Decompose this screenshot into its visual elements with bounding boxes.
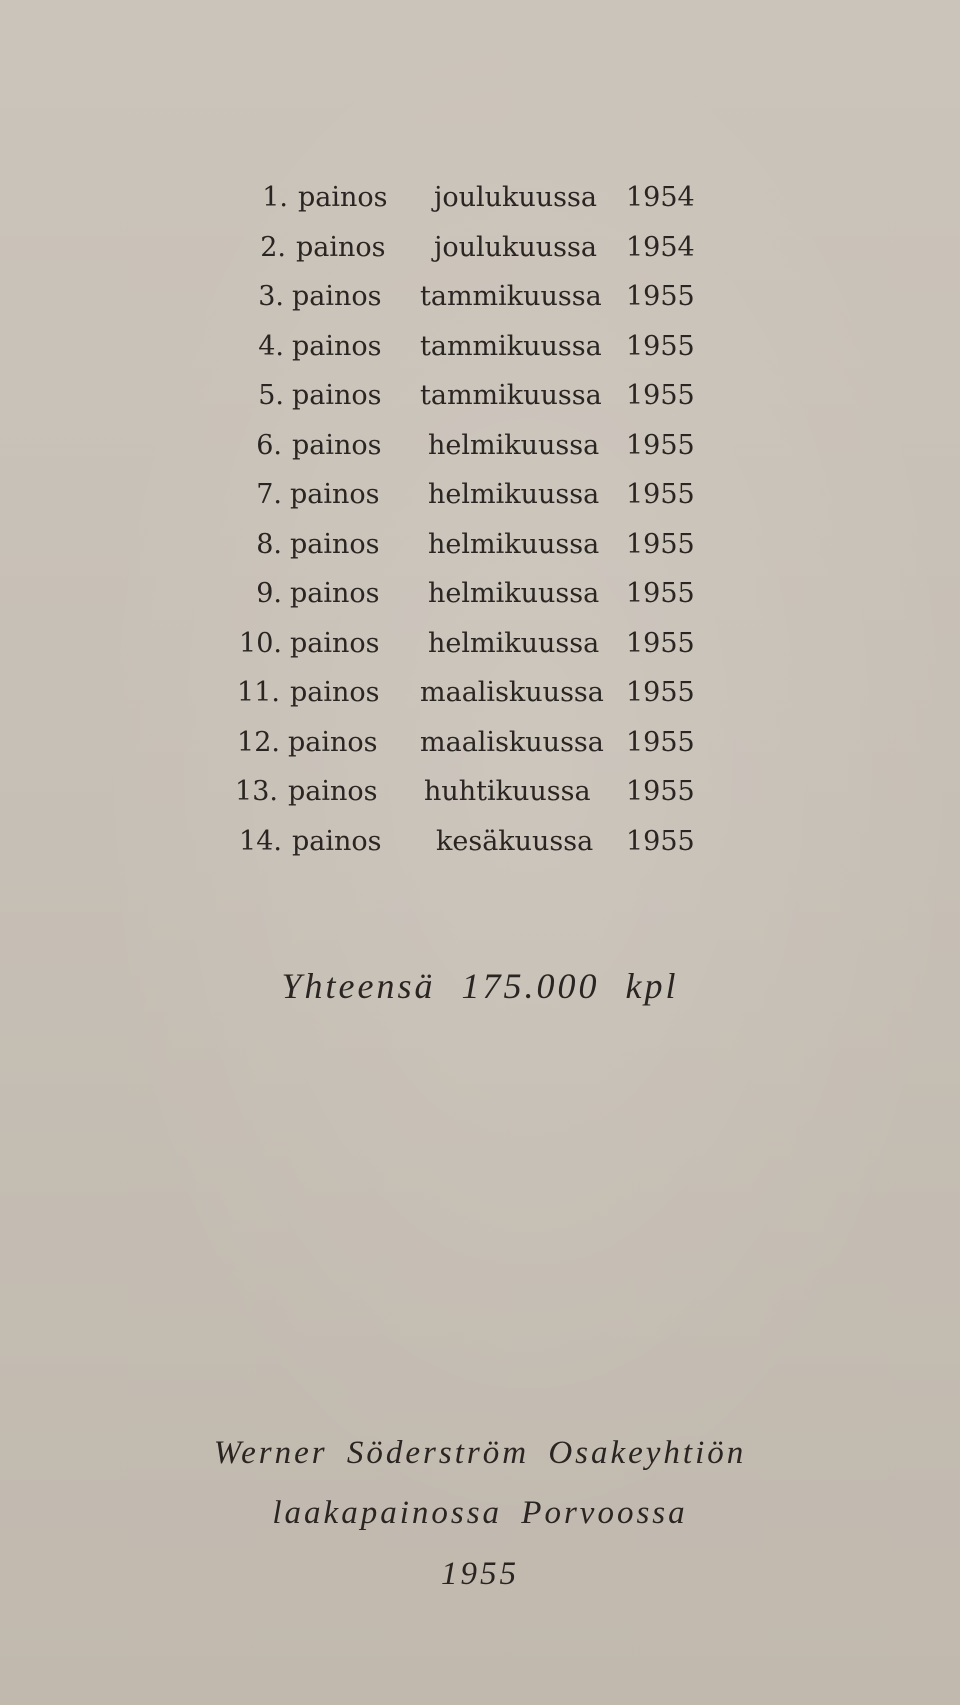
- printing-edition: painos: [290, 677, 380, 708]
- printing-year: 1955: [626, 429, 695, 461]
- printing-year: 1955: [626, 776, 695, 807]
- printing-month: helmikuussa: [428, 528, 600, 560]
- printing-year: 1955: [626, 578, 695, 609]
- printing-number: 14.: [239, 825, 282, 857]
- printing-edition: painos: [288, 776, 378, 807]
- printing-edition: painos: [292, 330, 382, 362]
- printing-year: 1955: [626, 726, 695, 758]
- printing-line: [0, 673, 960, 723]
- printing-number: 3.: [258, 281, 284, 312]
- printing-month: joulukuussa: [434, 182, 597, 213]
- printing-month: tammikuussa: [420, 380, 602, 411]
- printing-number: 6.: [256, 429, 282, 461]
- printing-number: 8.: [256, 528, 282, 560]
- printing-month: tammikuussa: [420, 330, 602, 362]
- printing-line: [0, 277, 960, 327]
- printing-edition: painos: [292, 380, 382, 411]
- printing-month: maaliskuussa: [420, 677, 604, 708]
- printing-edition: painos: [290, 627, 380, 659]
- printing-number: 9.: [256, 578, 282, 609]
- printing-year: 1955: [626, 825, 695, 857]
- printing-month: helmikuussa: [428, 578, 600, 609]
- printing-edition: painos: [298, 182, 388, 213]
- printing-year: 1955: [626, 281, 695, 312]
- printing-edition: painos: [292, 825, 382, 857]
- printing-line: [0, 574, 960, 624]
- printing-line: [0, 426, 960, 476]
- printing-year: 1955: [626, 330, 695, 362]
- printing-month: maaliskuussa: [420, 726, 604, 758]
- printing-month: huhtikuussa: [424, 776, 591, 807]
- printing-year: 1954: [626, 182, 695, 213]
- printing-month: helmikuussa: [428, 429, 600, 461]
- printing-number: 10.: [239, 627, 282, 659]
- printing-line: [0, 376, 960, 426]
- printing-number: 13.: [235, 776, 278, 807]
- printing-month: tammikuussa: [420, 281, 602, 312]
- printing-month: kesäkuussa: [436, 825, 594, 857]
- printing-location: laakapainossa Porvoossa: [272, 1495, 688, 1531]
- printing-line: [0, 475, 960, 525]
- printing-line: [0, 178, 960, 228]
- printing-edition: painos: [288, 726, 378, 758]
- total-copies: Yhteensä 175.000 kpl: [281, 966, 679, 1006]
- printing-number: 5.: [258, 380, 284, 411]
- printing-edition: painos: [290, 578, 380, 609]
- printing-number: 7.: [256, 479, 282, 510]
- printing-edition: painos: [290, 479, 380, 510]
- printing-number: 2.: [260, 231, 286, 263]
- printing-edition: painos: [292, 429, 382, 461]
- printing-edition: painos: [290, 528, 380, 560]
- printing-year: 1955: [626, 380, 695, 411]
- printing-line: [0, 525, 960, 575]
- publisher-name: Werner Söderström Osakeyhtiön: [213, 1435, 747, 1471]
- printing-edition: painos: [296, 231, 386, 263]
- printing-line: [0, 772, 960, 822]
- printing-line: [0, 327, 960, 377]
- printing-number: 1.: [262, 182, 288, 213]
- printing-number: 4.: [258, 330, 284, 362]
- printing-edition: painos: [292, 281, 382, 312]
- printing-line: [0, 723, 960, 773]
- printing-year: 1955: [626, 479, 695, 510]
- printing-month: helmikuussa: [428, 627, 600, 659]
- printing-month: joulukuussa: [434, 231, 597, 263]
- printing-number: 12.: [237, 726, 280, 758]
- printing-year: 1955: [626, 528, 695, 560]
- printing-history-list: [0, 178, 960, 871]
- printing-month: helmikuussa: [428, 479, 600, 510]
- printing-year-footer: 1955: [441, 1556, 519, 1592]
- printing-number: 11.: [237, 677, 280, 708]
- printing-line: [0, 822, 960, 872]
- printing-year: 1955: [626, 677, 695, 708]
- printing-line: [0, 228, 960, 278]
- printing-year: 1954: [626, 231, 695, 263]
- printing-year: 1955: [626, 627, 695, 659]
- printing-line: [0, 624, 960, 674]
